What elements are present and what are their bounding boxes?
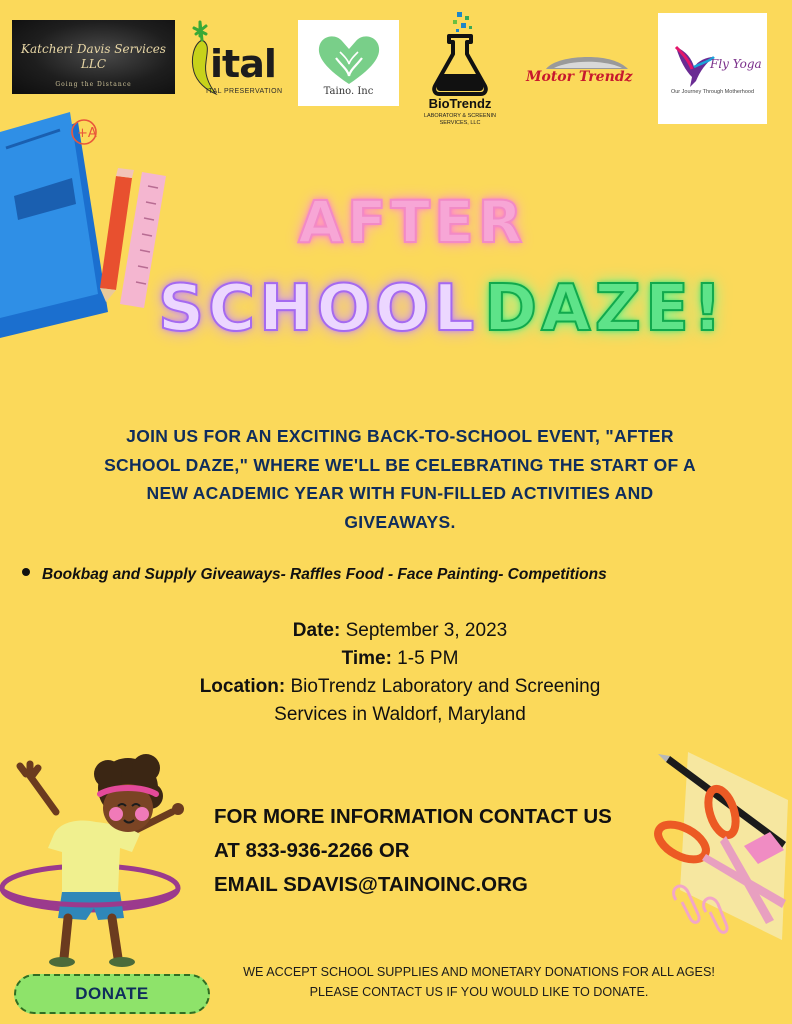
contact-line-1: FOR MORE INFORMATION CONTACT US [214,805,612,828]
biotrendz-subtitle: LABORATORY & SCREENIN SERVICES, LLC [423,113,497,126]
fly-yoga-logo [658,13,767,124]
donation-line-2: PLEASE CONTACT US IF YOU WOULD LIKE TO DONATE. [309,985,649,999]
bullet-dot [22,568,30,576]
scissors-pen-illustration [636,750,788,946]
biotrendz-logo [415,10,505,128]
katcheri-tagline: Going the Distance [55,81,132,88]
fly-yoga-subtitle: Our Journey Through Motherhood [670,89,755,95]
katcheri-llc: LLC [80,57,107,71]
title-school: SCHOOL [158,272,479,346]
activities-list: Bookbag and Supply Giveaways- Raffles Food - Face Painting- Competitions [42,566,607,583]
biotrendz-name: BioTrendz [428,96,492,111]
title-after: AFTER [298,188,527,256]
location-line-2: Services in Waldorf, Maryland [274,704,526,725]
time-label: Time: [341,648,392,669]
title-daze: DAZE! [484,272,726,346]
date-line [120,617,680,645]
child-hula-hoop-illustration [0,752,200,978]
date-value: September 3, 2023 [340,620,508,641]
time-value: 1-5 PM [391,648,459,669]
donation-line-1: WE ACCEPT SCHOOL SUPPLIES AND MONETARY DONATIONS FOR ALL AGES! [243,965,715,979]
katcheri-name: Katcheri Davis Services [21,42,166,56]
location-label: Location: [199,676,286,697]
fly-yoga-name: Fly Yoga [710,57,762,71]
event-details [120,617,680,729]
svg-text:+A: +A [77,126,97,141]
donate-button[interactable]: DONATE [14,974,210,1014]
location-line [120,673,680,701]
ital-logo [180,18,282,96]
katcheri-davis-logo [12,20,175,94]
taino-name: Taino. Inc [323,86,374,97]
contact-email-line: EMAIL SDAVIS@TAINOINC.ORG [214,873,528,896]
flask-icon [429,10,491,96]
motor-trendz-logo [520,55,654,95]
school-supplies-illustration [0,112,175,338]
time-line [120,645,680,673]
location-value: BioTrendz Laboratory and Screening [285,676,601,697]
notebook-icon [0,112,108,338]
date-label: Date: [292,620,341,641]
donation-note [190,962,768,1002]
ital-name: ital [210,42,276,86]
event-intro: JOIN US FOR AN EXCITING BACK-TO-SCHOOL EVENT, "AFTER SCHOOL DAZE," WHERE WE'LL BE CELEBRATING THE START OF A NEW ACADEMIC YEAR WITH FUN-FILLED ACTIVITIES AND GIVEAWAYS. [104,426,696,532]
contact-info [214,800,612,902]
motor-trendz-name: Motor Trendz [526,69,633,85]
heart-hands-icon [312,32,386,88]
contact-phone-line: AT 833-936-2266 OR [214,839,410,862]
ital-subtitle: ITAL PRESERVATION [206,88,283,95]
taino-logo [298,20,399,106]
